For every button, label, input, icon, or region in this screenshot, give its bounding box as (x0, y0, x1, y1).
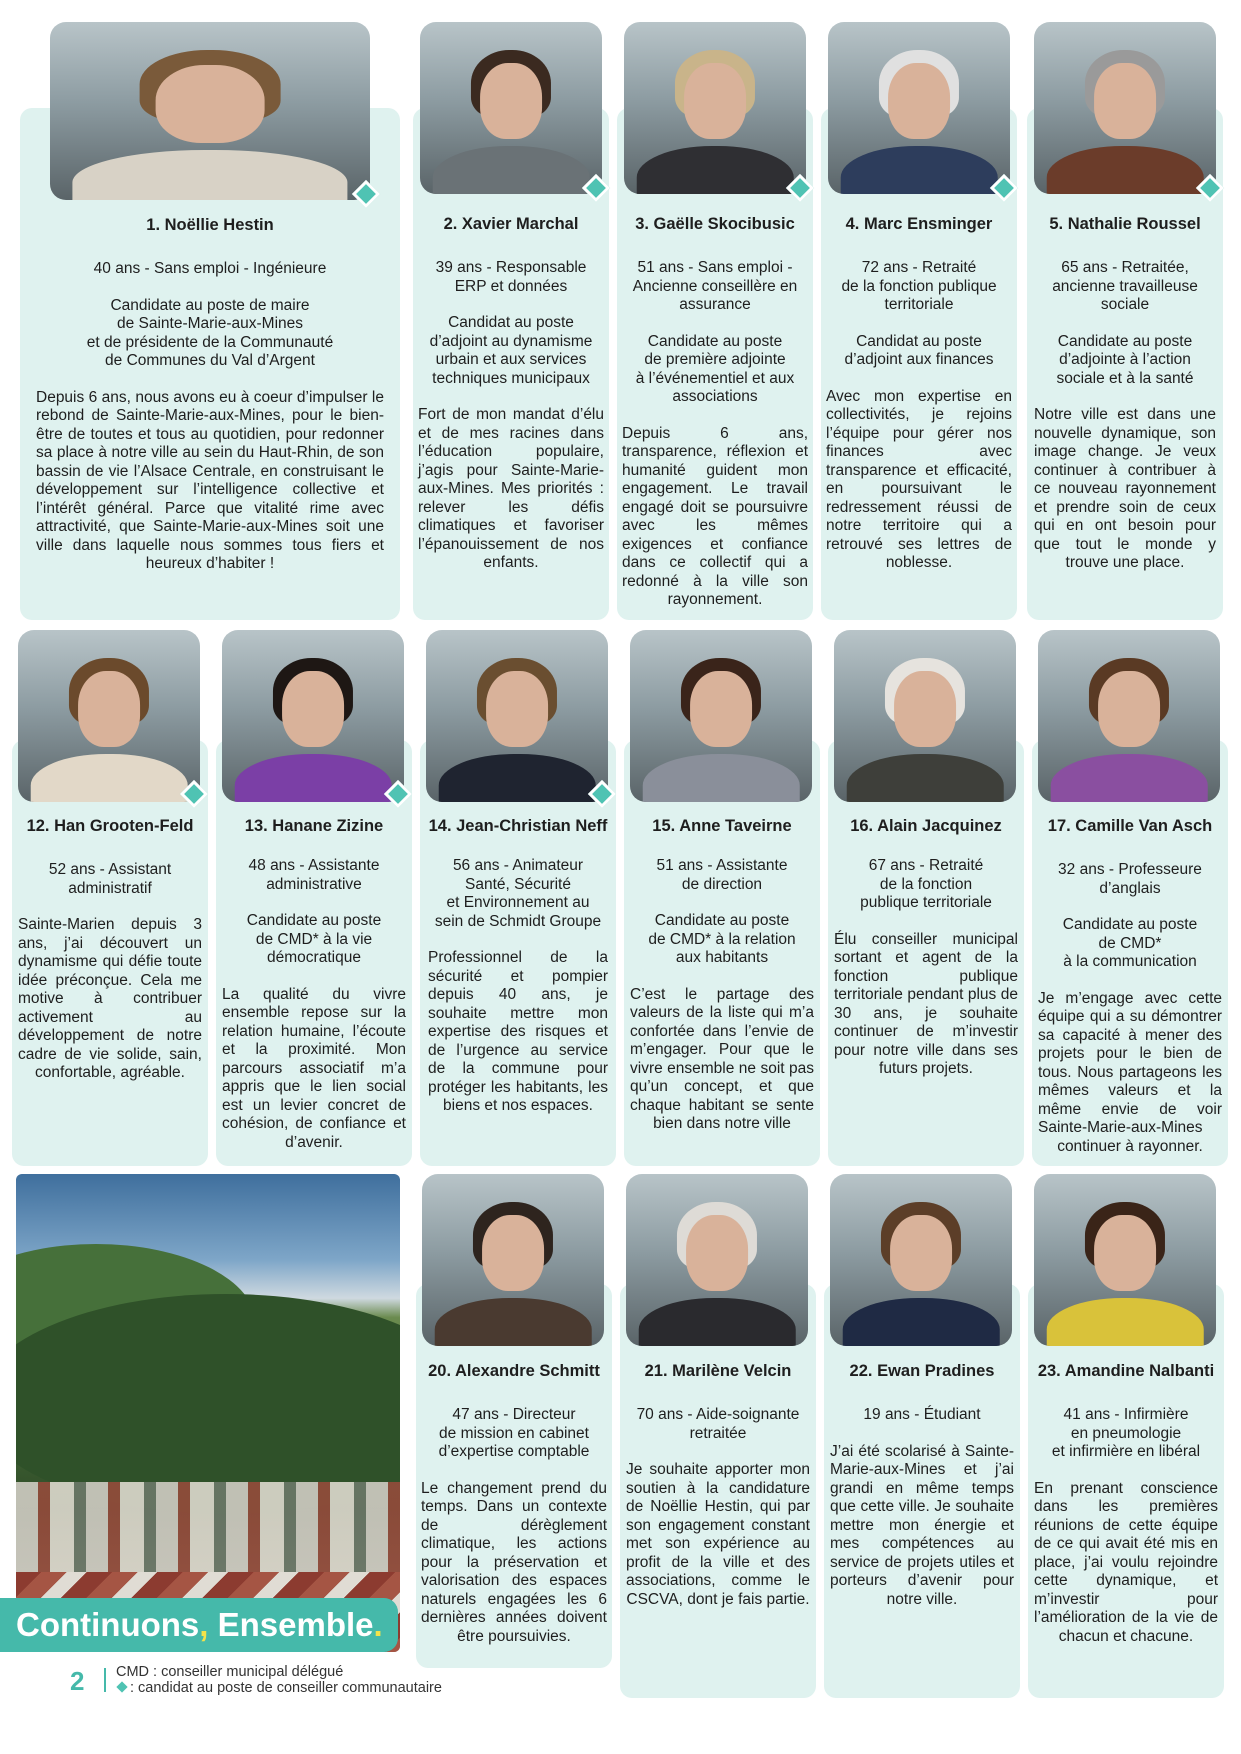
candidate-bio: Fort de mon mandat d’élu et de mes racines dans l’éducation populaire, j’agis pour Sainte-Marie-aux-Mines. Mes priorités : relever les défis climatiques et favoriser l’épanouissement de nos enfants. (418, 406, 604, 571)
candidate-name: 3. Gaëlle Skocibusic (635, 215, 795, 233)
candidate-info: 48 ans - Assistante administrative (248, 857, 380, 893)
candidate-text (1034, 1406, 1218, 1646)
candidate-photo-14 (426, 630, 608, 802)
footer-legend (116, 1664, 442, 1696)
candidate-info: 65 ans - Retraitée, ancienne travailleuse sociale (1052, 259, 1198, 313)
slogan-dot: . (373, 1606, 383, 1643)
footer-separator (104, 1668, 106, 1692)
candidate-bio: Le changement prend du temps. Dans un contexte de dérèglement climatique, les actions pour la préservation et valorisation des espaces naturels engagées les 6 dernières années doivent être poursuivies. (421, 1479, 607, 1645)
diamond-legend (116, 1680, 442, 1696)
candidate-name: 20. Alexandre Schmitt (428, 1362, 600, 1380)
candidate-role: Candidate au poste de CMD* à la relation aux habitants (648, 912, 796, 966)
candidate-text (830, 1406, 1014, 1609)
candidate-name: 16. Alain Jacquinez (850, 817, 1002, 835)
candidate-info: 40 ans - Sans emploi - Ingénieure (93, 260, 327, 277)
candidate-photo-15 (630, 630, 812, 802)
candidate-text (418, 259, 604, 573)
candidate-name: 17. Camille Van Asch (1047, 817, 1213, 835)
candidate-info: 39 ans - Responsable ERP et données (435, 259, 587, 295)
candidate-name: 1. Noëllie Hestin (146, 216, 274, 234)
candidate-info: 56 ans - Animateur Santé, Sécurité et Environnement au sein de Schmidt Groupe (434, 857, 602, 930)
candidate-role: Candidate au poste de première adjointe à l’événementiel et aux associations (635, 332, 795, 405)
slogan-part1: Continuons (16, 1606, 200, 1643)
candidate-bio: Avec mon expertise en collectivités, je rejoins l’équipe pour gérer nos finances avec transparence et efficacité, en poursuivant le redressement réussi de notre territoire qui a retrouvé ses lettres de noblesse. (826, 387, 1012, 571)
candidate-photo-22 (830, 1174, 1012, 1346)
candidate-name: 12. Han Grooten-Feld (26, 817, 194, 835)
candidate-text (626, 1406, 810, 1609)
candidate-photo-23 (1034, 1174, 1216, 1346)
candidate-text (36, 260, 384, 574)
candidate-text (1034, 259, 1216, 573)
candidate-info: 47 ans - Directeur de mission en cabinet d’expertise comptable (438, 1406, 590, 1460)
candidate-name: 2. Xavier Marchal (443, 215, 579, 233)
candidate-info: 41 ans - Infirmière en pneumologie et infirmière en libéral (1051, 1406, 1201, 1460)
candidate-role: Candidate au poste de maire de Sainte-Marie-aux-Mines et de présidente de la Communauté de Communes du Val d’Argent (86, 296, 334, 369)
diamond-icon (116, 1681, 127, 1692)
candidate-text (1038, 861, 1222, 1156)
candidate-name: 4. Marc Ensminger (845, 215, 993, 233)
candidate-photo-5 (1034, 22, 1216, 194)
candidate-name: 14. Jean-Christian Neff (428, 817, 608, 835)
candidate-text (428, 857, 608, 1116)
candidate-photo-12 (18, 630, 200, 802)
candidate-bio: Sainte-Marien depuis 3 ans, j’ai découvert un dynamisme qui défie toute idée préconçue. Cela me motive à contribuer activement au développement de notre cadre de vie solide, sain, confortable, agréable. (18, 916, 202, 1081)
candidate-photo-13 (222, 630, 404, 802)
candidate-bio: Depuis 6 ans, nous avons eu à coeur d’impulser le rebond de Sainte-Marie-aux-Mines, pour le bien-être de toutes et tous au quotidien, pour redonner sa place à notre ville au sein du Haut-Rhin, de son bassin de vie l’Alsace Centrale, en construisant le développement sur l’intelligence collective et l’intérêt général. Parce que vitalité rime avec attractivité, que Sainte-Marie-aux-Mines soit une ville dans laquelle nous sommes tous fiers et heureux d’habiter ! (36, 388, 384, 572)
candidate-bio: C’est le partage des valeurs de la liste qui m’a confortée dans l’envie de m’engager. Pour que le vivre ensemble ne soit pas qu’un concept, et que chaque habitant se sente bien dans notre ville (630, 985, 814, 1132)
candidate-photo-4 (828, 22, 1010, 194)
candidate-info: 70 ans - Aide-soignante retraitée (636, 1406, 800, 1442)
slogan-comma: , (199, 1606, 209, 1643)
slogan-part2: Ensemble (208, 1606, 374, 1643)
candidate-text (622, 259, 808, 610)
candidate-text (421, 1406, 607, 1646)
page-number: 2 (70, 1666, 85, 1696)
candidate-info: 72 ans - Retraité de la fonction publique territoriale (841, 259, 997, 313)
candidate-photo-2 (420, 22, 602, 194)
cmd-legend: CMD : conseiller municipal délégué (116, 1664, 344, 1680)
candidate-info: 32 ans - Professeure d’anglais (1058, 861, 1202, 897)
candidate-text (834, 857, 1018, 1079)
candidate-info: 51 ans - Sans emploi - Ancienne conseillère en assurance (632, 259, 798, 313)
candidate-text (630, 857, 814, 1134)
candidate-photo-17 (1038, 630, 1220, 802)
candidate-text (18, 861, 202, 1083)
candidate-photo-21 (626, 1174, 808, 1346)
candidate-bio: Professionnel de la sécurité et pompier depuis 40 ans, je souhaite mettre mon expertise des risques et de l’urgence au service de la commune pour protéger les habitants, les biens et nos espaces. (428, 949, 608, 1114)
candidate-bio: Je souhaite apporter mon soutien à la candidature de Noëllie Hestin, qui par son engagement constant met son expérience au profit de la ville et des associations, comme le CSCVA, dont je fais partie. (626, 1461, 810, 1608)
candidate-photo-20 (422, 1174, 604, 1346)
candidate-text (222, 857, 406, 1152)
candidate-bio: En prenant conscience dans les premières réunions de cette équipe de ce qui avait été mis en place, j’ai voulu rejoindre cette dynamique, et m’investir pour l’amélioration de la vie de chacun et chacune. (1034, 1479, 1218, 1645)
candidate-name: 21. Marilène Velcin (644, 1362, 792, 1380)
candidate-photo-1 (50, 22, 370, 200)
diamond-legend-text: : candidat au poste de conseiller communautaire (130, 1680, 442, 1696)
candidate-bio: La qualité du vivre ensemble repose sur la relation humaine, l’écoute et la proximité. Mon parcours associatif m’a appris que le lien social est un levier concret de cohésion, de confiance et d’avenir. (222, 985, 406, 1151)
candidate-photo-3 (624, 22, 806, 194)
candidate-name: 13. Hanane Zizine (244, 817, 384, 835)
candidate-role: Candidate au poste de CMD* à la vie démocratique (246, 912, 382, 966)
candidate-role: Candidat au poste d’adjoint au dynamisme urbain et aux services techniques municipaux (429, 314, 593, 387)
candidate-info: 67 ans - Retraité de la fonction publique territoriale (860, 857, 992, 911)
candidate-info: 19 ans - Étudiant (863, 1406, 981, 1423)
campaign-slogan (0, 1598, 398, 1652)
candidate-role: Candidat au poste d’adjoint aux finances (844, 332, 994, 368)
candidate-role: Candidate au poste d’adjointe à l’action sociale et à la santé (1056, 332, 1194, 387)
candidate-bio: Notre ville est dans une nouvelle dynamique, son image change. Je veux continuer à contribuer à ce nouveau rayonnement et prendre soin de ceux qui en ont besoin pour que tout le monde y trouve une place. (1034, 406, 1216, 571)
candidate-info: 51 ans - Assistante de direction (656, 857, 788, 893)
candidate-name: 15. Anne Taveirne (652, 817, 792, 835)
candidate-bio: Depuis 6 ans, transparence, réflexion et humanité guident mon engagement. Le travail engagé doit se poursuivre avec les mêmes exigences et confiance dans ce collectif qui a redonné à la ville son rayonnement. (622, 424, 808, 608)
town-landscape-photo (16, 1174, 400, 1652)
candidate-bio: Je m’engage avec cette équipe qui a su démontrer sa capacité à mener des projets pour le bien de tous. Nous partageons les mêmes valeurs et la même envie de voir Sainte-Marie-aux-Mines continuer à rayonner. (1038, 989, 1222, 1155)
candidate-photo-16 (834, 630, 1016, 802)
candidate-bio: Élu conseiller municipal sortant et agent de la fonction publique territoriale pendant plus de 30 ans, je souhaite continuer de m’investir pour notre ville dans ses futurs projets. (834, 930, 1018, 1077)
candidate-name: 22. Ewan Pradines (849, 1362, 995, 1380)
candidate-bio: J’ai été scolarisé à Sainte-Marie-aux-Mines et j’ai grandi en même temps que cette ville. Je souhaite mettre mon énergie et mes compétences au service de projets utiles et porteurs d’avenir pour notre ville. (830, 1442, 1014, 1608)
candidate-name: 23. Amandine Nalbanti (1037, 1362, 1215, 1380)
candidate-info: 52 ans - Assistant administratif (48, 861, 172, 897)
candidate-text (826, 259, 1012, 573)
candidate-name: 5. Nathalie Roussel (1049, 215, 1201, 233)
candidate-role: Candidate au poste de CMD* à la communication (1062, 916, 1198, 970)
